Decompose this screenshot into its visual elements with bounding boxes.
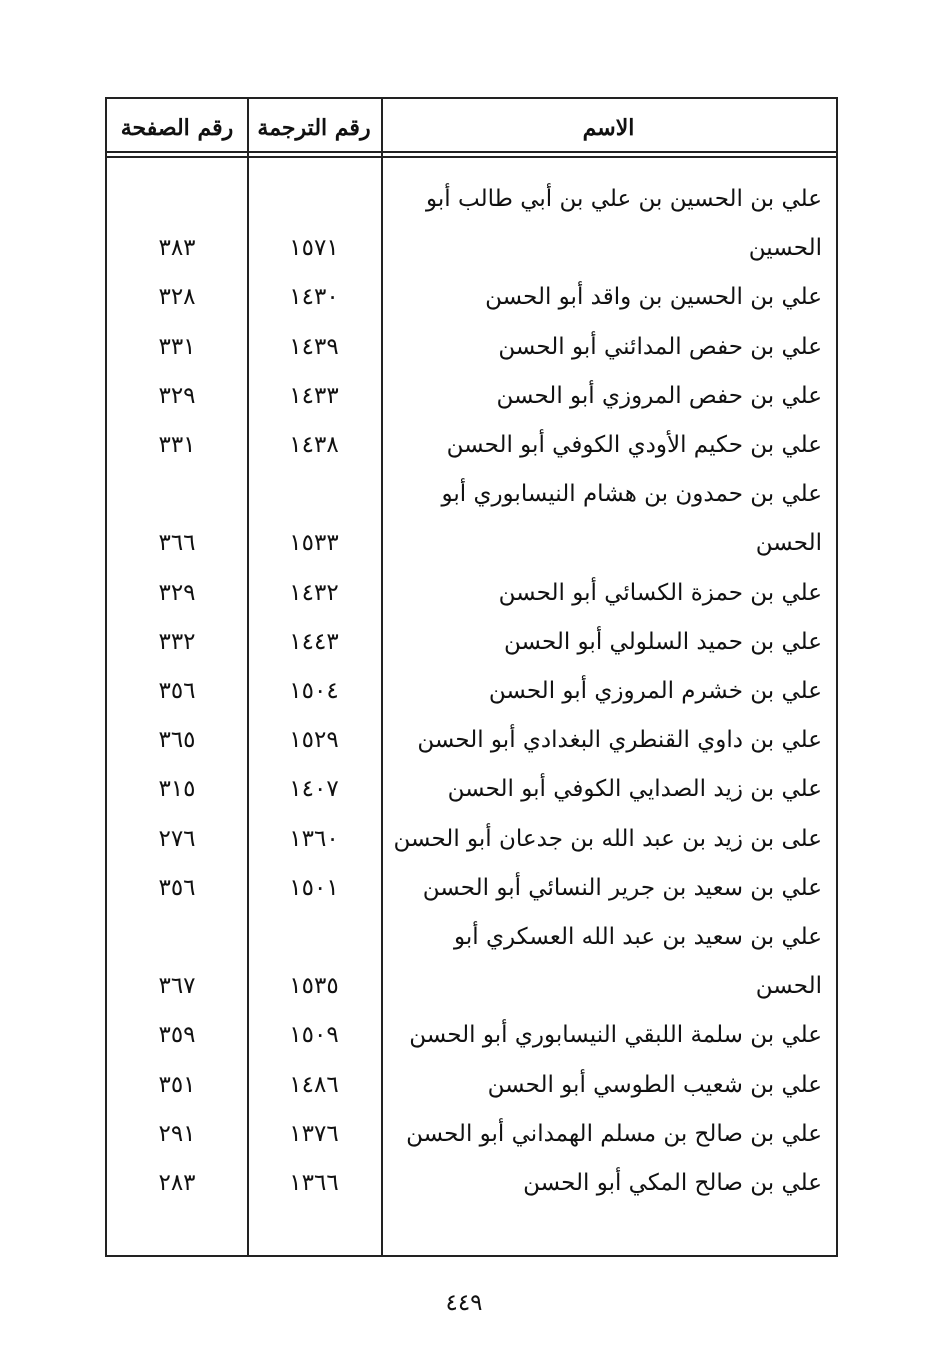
row-translation-number: ١٤٠٧ bbox=[289, 776, 339, 803]
row-page-number: ٣٦٦ bbox=[158, 530, 196, 557]
row-page-number: ٢٧٦ bbox=[158, 825, 196, 852]
row-name: على بن زيد بن عبد الله بن جدعان أبو الحسن bbox=[393, 825, 822, 852]
row-translation-number: ١٥٣٣ bbox=[289, 530, 339, 557]
row-name: علي بن داوي القنطري البغدادي أبو الحسن bbox=[417, 727, 822, 754]
row-page-number: ٣٦٧ bbox=[158, 973, 196, 1000]
row-name: الحسن bbox=[755, 973, 822, 1000]
row-page-number: ٣١٥ bbox=[158, 776, 196, 803]
row-name: علي بن حمدون بن هشام النيسابوري أبو bbox=[441, 481, 822, 508]
row-translation-number: ١٥٠١ bbox=[289, 874, 339, 901]
row-page-number: ٣٥١ bbox=[158, 1071, 196, 1098]
row-translation-number: ١٤٣٣ bbox=[289, 382, 339, 409]
row-name: علي بن حفص المدائني أبو الحسن bbox=[498, 333, 822, 360]
page-number-footer: ٤٤٩ bbox=[445, 1290, 483, 1316]
row-translation-number bbox=[247, 917, 381, 957]
row-page-number: ٣٦٥ bbox=[158, 727, 196, 754]
row-page-number: ٣٣٢ bbox=[158, 628, 196, 655]
row-translation-number: ١٥٧١ bbox=[289, 235, 339, 262]
row-translation-number: ١٥٢٩ bbox=[289, 727, 339, 754]
row-name: علي بن حفص المروزي أبو الحسن bbox=[496, 382, 822, 409]
row-translation-number: ١٤٣٠ bbox=[289, 284, 339, 311]
index-table bbox=[105, 97, 838, 1257]
row-name: علي بن حميد السلولي أبو الحسن bbox=[503, 628, 822, 655]
row-page-number: ٣٢٨ bbox=[158, 284, 196, 311]
row-page-number: ٣٥٩ bbox=[158, 1022, 196, 1049]
row-name: علي بن شعيب الطوسي أبو الحسن bbox=[487, 1071, 822, 1098]
header-rule-bottom bbox=[107, 156, 836, 158]
row-name: علي بن صالح المكي أبو الحسن bbox=[523, 1170, 822, 1196]
row-translation-number: ١٤٤٣ bbox=[289, 628, 339, 655]
row-page-number: ٣٢٩ bbox=[158, 382, 196, 409]
row-page-number: ٣٢٩ bbox=[158, 579, 196, 606]
row-translation-number: ١٥٠٩ bbox=[289, 1022, 339, 1049]
row-page-number: ٢٩١ bbox=[158, 1120, 196, 1147]
row-page-number: ٣٣١ bbox=[158, 333, 196, 360]
row-translation-number: ١٤٨٦ bbox=[289, 1071, 339, 1098]
row-translation-number: ١٤٣٩ bbox=[289, 333, 339, 360]
row-page-number: ٣٥٦ bbox=[158, 874, 196, 901]
row-translation-number: ١٥٣٥ bbox=[289, 973, 339, 1000]
row-name: علي بن الحسين بن علي بن أبي طالب أبو bbox=[426, 186, 822, 212]
row-translation-number: ١٣٦٦ bbox=[289, 1170, 339, 1196]
row-page-number: ٣٨٣ bbox=[158, 235, 196, 262]
row-translation-number bbox=[247, 179, 381, 219]
row-page-number bbox=[107, 474, 247, 514]
row-translation-number: ١٤٣٨ bbox=[289, 432, 339, 458]
row-name: علي بن صالح بن مسلم الهمداني أبو الحسن bbox=[406, 1120, 822, 1147]
row-page-number bbox=[107, 917, 247, 957]
row-page-number bbox=[107, 179, 247, 219]
row-translation-number: ١٤٣٢ bbox=[289, 579, 339, 606]
header-page-number: رقم الصفحة bbox=[120, 115, 234, 141]
row-name: علي بن سلمة اللبقي النيسابوري أبو الحسن bbox=[409, 1022, 822, 1049]
row-name: علي بن حمزة الكسائي أبو الحسن bbox=[498, 579, 822, 606]
row-page-number: ٣٥٦ bbox=[158, 678, 196, 704]
row-name: علي بن خشرم المروزي أبو الحسن bbox=[488, 678, 822, 704]
header-translation-number: رقم الترجمة bbox=[257, 115, 371, 141]
row-name: علي بن حكيم الأودي الكوفي أبو الحسن bbox=[446, 432, 822, 458]
row-name: علي بن زيد الصدايي الكوفي أبو الحسن bbox=[447, 776, 822, 803]
row-name: الحسين bbox=[748, 235, 822, 262]
row-page-number: ٣٣١ bbox=[158, 432, 196, 458]
row-translation-number: ١٣٦٠ bbox=[289, 825, 339, 852]
row-page-number: ٢٨٣ bbox=[158, 1170, 196, 1196]
row-translation-number bbox=[247, 474, 381, 514]
row-translation-number: ١٣٧٦ bbox=[289, 1120, 339, 1147]
row-translation-number: ١٥٠٤ bbox=[289, 678, 339, 704]
header-rule-top bbox=[107, 151, 836, 153]
row-name: علي بن سعيد بن عبد الله العسكري أبو bbox=[453, 924, 822, 950]
row-name: علي بن سعيد بن جرير النسائي أبو الحسن bbox=[422, 874, 822, 901]
row-name: علي بن الحسين بن واقد أبو الحسن bbox=[485, 284, 822, 311]
row-name: الحسن bbox=[755, 530, 822, 557]
header-name: الاسم bbox=[582, 115, 635, 141]
